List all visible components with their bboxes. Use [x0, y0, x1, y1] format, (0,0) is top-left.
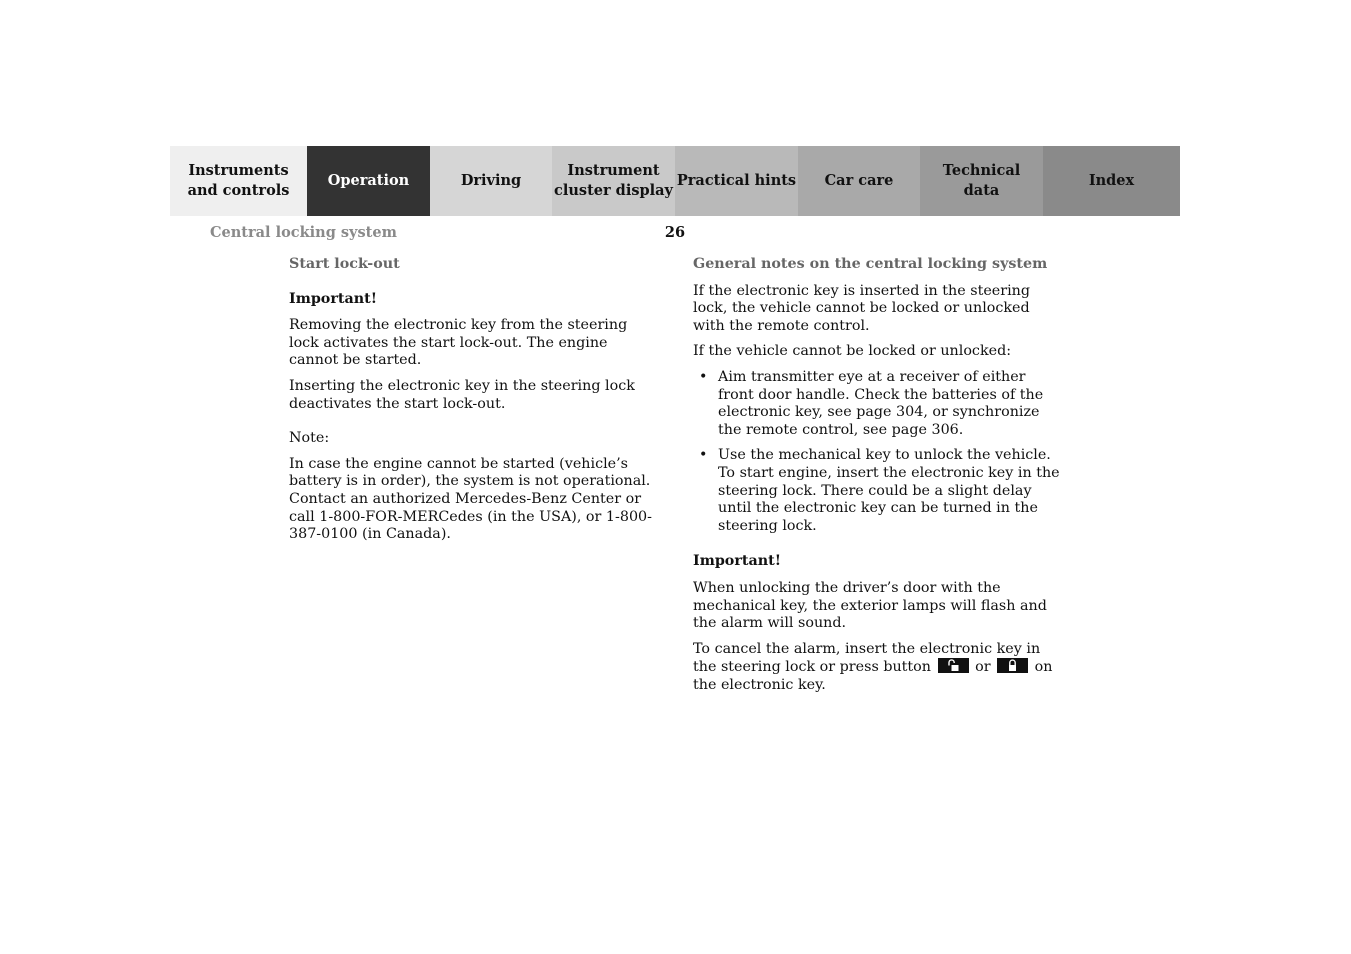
list-item-text: Aim transmitter eye at a receiver of either front door handle. Check the batteries of the electronic key, see page 304, or synchronize the remote control, see page 306.	[718, 368, 1044, 438]
paragraph-with-buttons	[693, 641, 1065, 695]
tab-driving[interactable]	[430, 146, 552, 216]
tab-label: Practical hints	[676, 172, 797, 189]
list-item	[693, 369, 1065, 439]
tab-label-line2: cluster display	[554, 182, 673, 199]
tab-technical-data[interactable]	[920, 146, 1043, 216]
tab-label-line1: Instruments	[188, 162, 289, 179]
right-column	[693, 256, 1065, 702]
left-column	[289, 256, 661, 552]
tab-index[interactable]	[1043, 146, 1180, 216]
tab-instrument-cluster-display[interactable]	[552, 146, 675, 216]
section-nav-tabs	[170, 146, 1180, 216]
list-item-text: Use the mechanical key to unlock the vehicle. To start engine, insert the electronic key in the steering lock. There could be a slight delay until the electronic key can be turned in the steering lock.	[718, 447, 1060, 534]
bullet-marker: •	[699, 447, 708, 464]
note-label: Note:	[289, 430, 330, 447]
tab-label: Driving	[460, 172, 522, 189]
tab-label-line1: Technical	[942, 162, 1021, 179]
bullet-marker: •	[699, 368, 708, 385]
paragraph-text: To cancel the alarm, insert the electronic key in the steering lock or press button	[693, 640, 1041, 676]
lock-icon	[997, 658, 1028, 673]
unlock-icon	[938, 658, 969, 673]
tab-label: Index	[1088, 172, 1135, 189]
paragraph: When unlocking the driver’s door with the mechanical key, the exterior lamps will flash and the alarm will sound.	[693, 579, 1047, 632]
bullet-list	[693, 369, 1065, 535]
start-lockout-heading: Start lock-out	[289, 256, 400, 272]
paragraph-text: on the electronic key.	[693, 659, 1053, 693]
tab-label: Car care	[824, 172, 894, 189]
section-title: Central locking system	[210, 224, 397, 241]
tab-label-line1: Instrument	[567, 162, 660, 179]
paragraph-text: or	[975, 659, 991, 676]
important-label: Important!	[289, 290, 378, 307]
tab-operation[interactable]	[307, 146, 430, 216]
tab-label: Operation	[327, 172, 410, 189]
list-item	[693, 447, 1065, 535]
paragraph: If the electronic key is inserted in the steering lock, the vehicle cannot be locked or unlocked with the remote control.	[693, 282, 1031, 334]
page-number: 26	[664, 224, 686, 241]
tab-practical-hints[interactable]	[675, 146, 798, 216]
important-label: Important!	[693, 553, 782, 570]
tab-label-line2: data	[963, 182, 1000, 199]
paragraph: Inserting the electronic key in the steering lock deactivates the start lock-out.	[289, 377, 635, 412]
tab-car-care[interactable]	[798, 146, 920, 216]
paragraph: If the vehicle cannot be locked or unlocked:	[693, 343, 1012, 360]
paragraph: Removing the electronic key from the steering lock activates the start lock-out. The engine cannot be started.	[289, 317, 628, 369]
tab-instruments-and-controls[interactable]	[170, 146, 307, 216]
general-notes-heading: General notes on the central locking system	[693, 256, 1048, 272]
paragraph: In case the engine cannot be started (vehicle’s battery is in order), the system is not operational. Contact an authorized Mercedes-Benz Center or call 1-800-FOR-MERCedes (in the USA), or 1-800-387-0100 (in Canada).	[289, 455, 652, 543]
tab-label-line2: and controls	[187, 182, 290, 199]
